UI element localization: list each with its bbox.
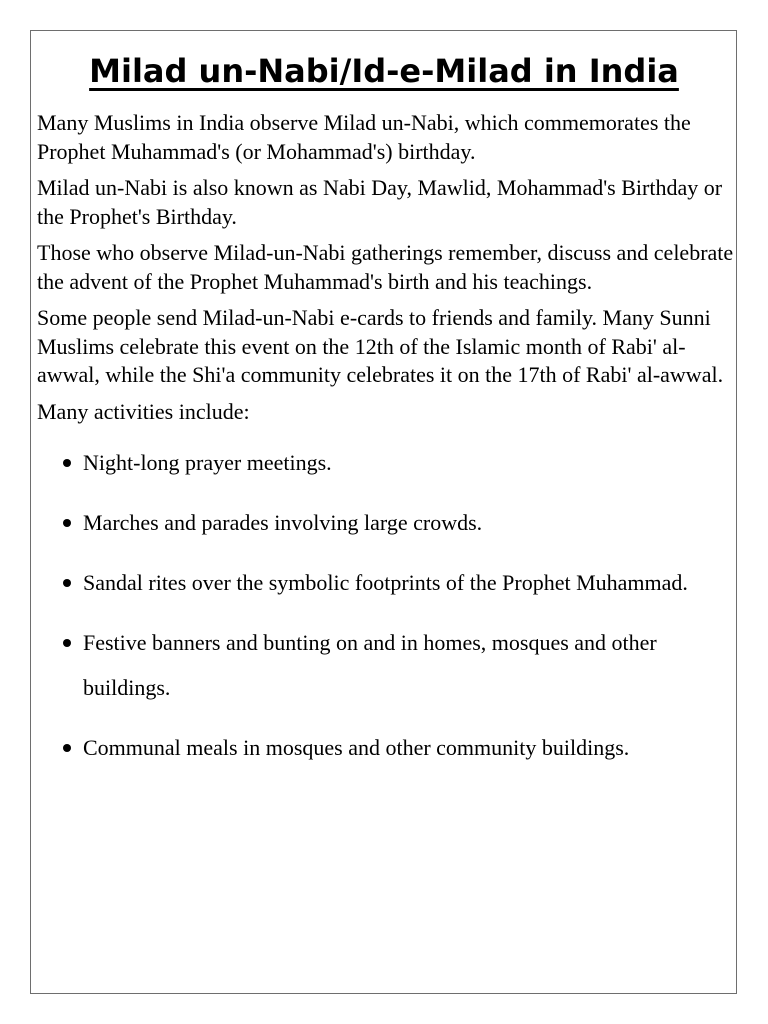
article-body (37, 109, 737, 785)
list-item-text: Communal meals in mosques and other community buildings. (83, 735, 630, 760)
list-item (37, 725, 737, 770)
list-item-text: Sandal rites over the symbolic footprints of the Prophet Muhammad. (83, 570, 688, 595)
list-item-text: Festive banners and bunting on and in homes, mosques and other buildings. (83, 630, 657, 700)
activities-list (37, 440, 737, 770)
paragraph-dates: Some people send Milad-un-Nabi e-cards to friends and family. Many Sunni Muslims celebrate this event on the 12th of the Islamic month of Rabi' al-awwal, while the Shi'a community celebrates it on the 17th of Rabi' al-awwal. (37, 305, 724, 387)
bullet-icon (63, 744, 71, 752)
bullet-icon (63, 639, 71, 647)
list-item-text: Marches and parades involving large crowds. (83, 510, 483, 535)
bullet-icon (63, 459, 71, 467)
bullet-icon (63, 579, 71, 587)
list-item (37, 560, 737, 605)
list-item (37, 500, 737, 545)
list-item (37, 440, 737, 485)
page-title: Milad un-Nabi/Id-e-Milad in India (89, 52, 679, 90)
list-item-text: Night-long prayer meetings. (83, 450, 332, 475)
activities-intro: Many activities include: (37, 398, 250, 424)
bullet-icon (63, 519, 71, 527)
list-item (37, 620, 737, 710)
paragraph-aliases: Milad un-Nabi is also known as Nabi Day, Mawlid, Mohammad's Birthday or the Prophet's Birthday. (37, 175, 723, 229)
paragraph-intro: Many Muslims in India observe Milad un-Nabi, which commemorates the Prophet Muhammad's (or Mohammad's) birthday. (37, 110, 691, 164)
paragraph-gatherings: Those who observe Milad-un-Nabi gatherings remember, discuss and celebrate the advent of the Prophet Muhammad's birth and his teachings. (37, 240, 734, 294)
